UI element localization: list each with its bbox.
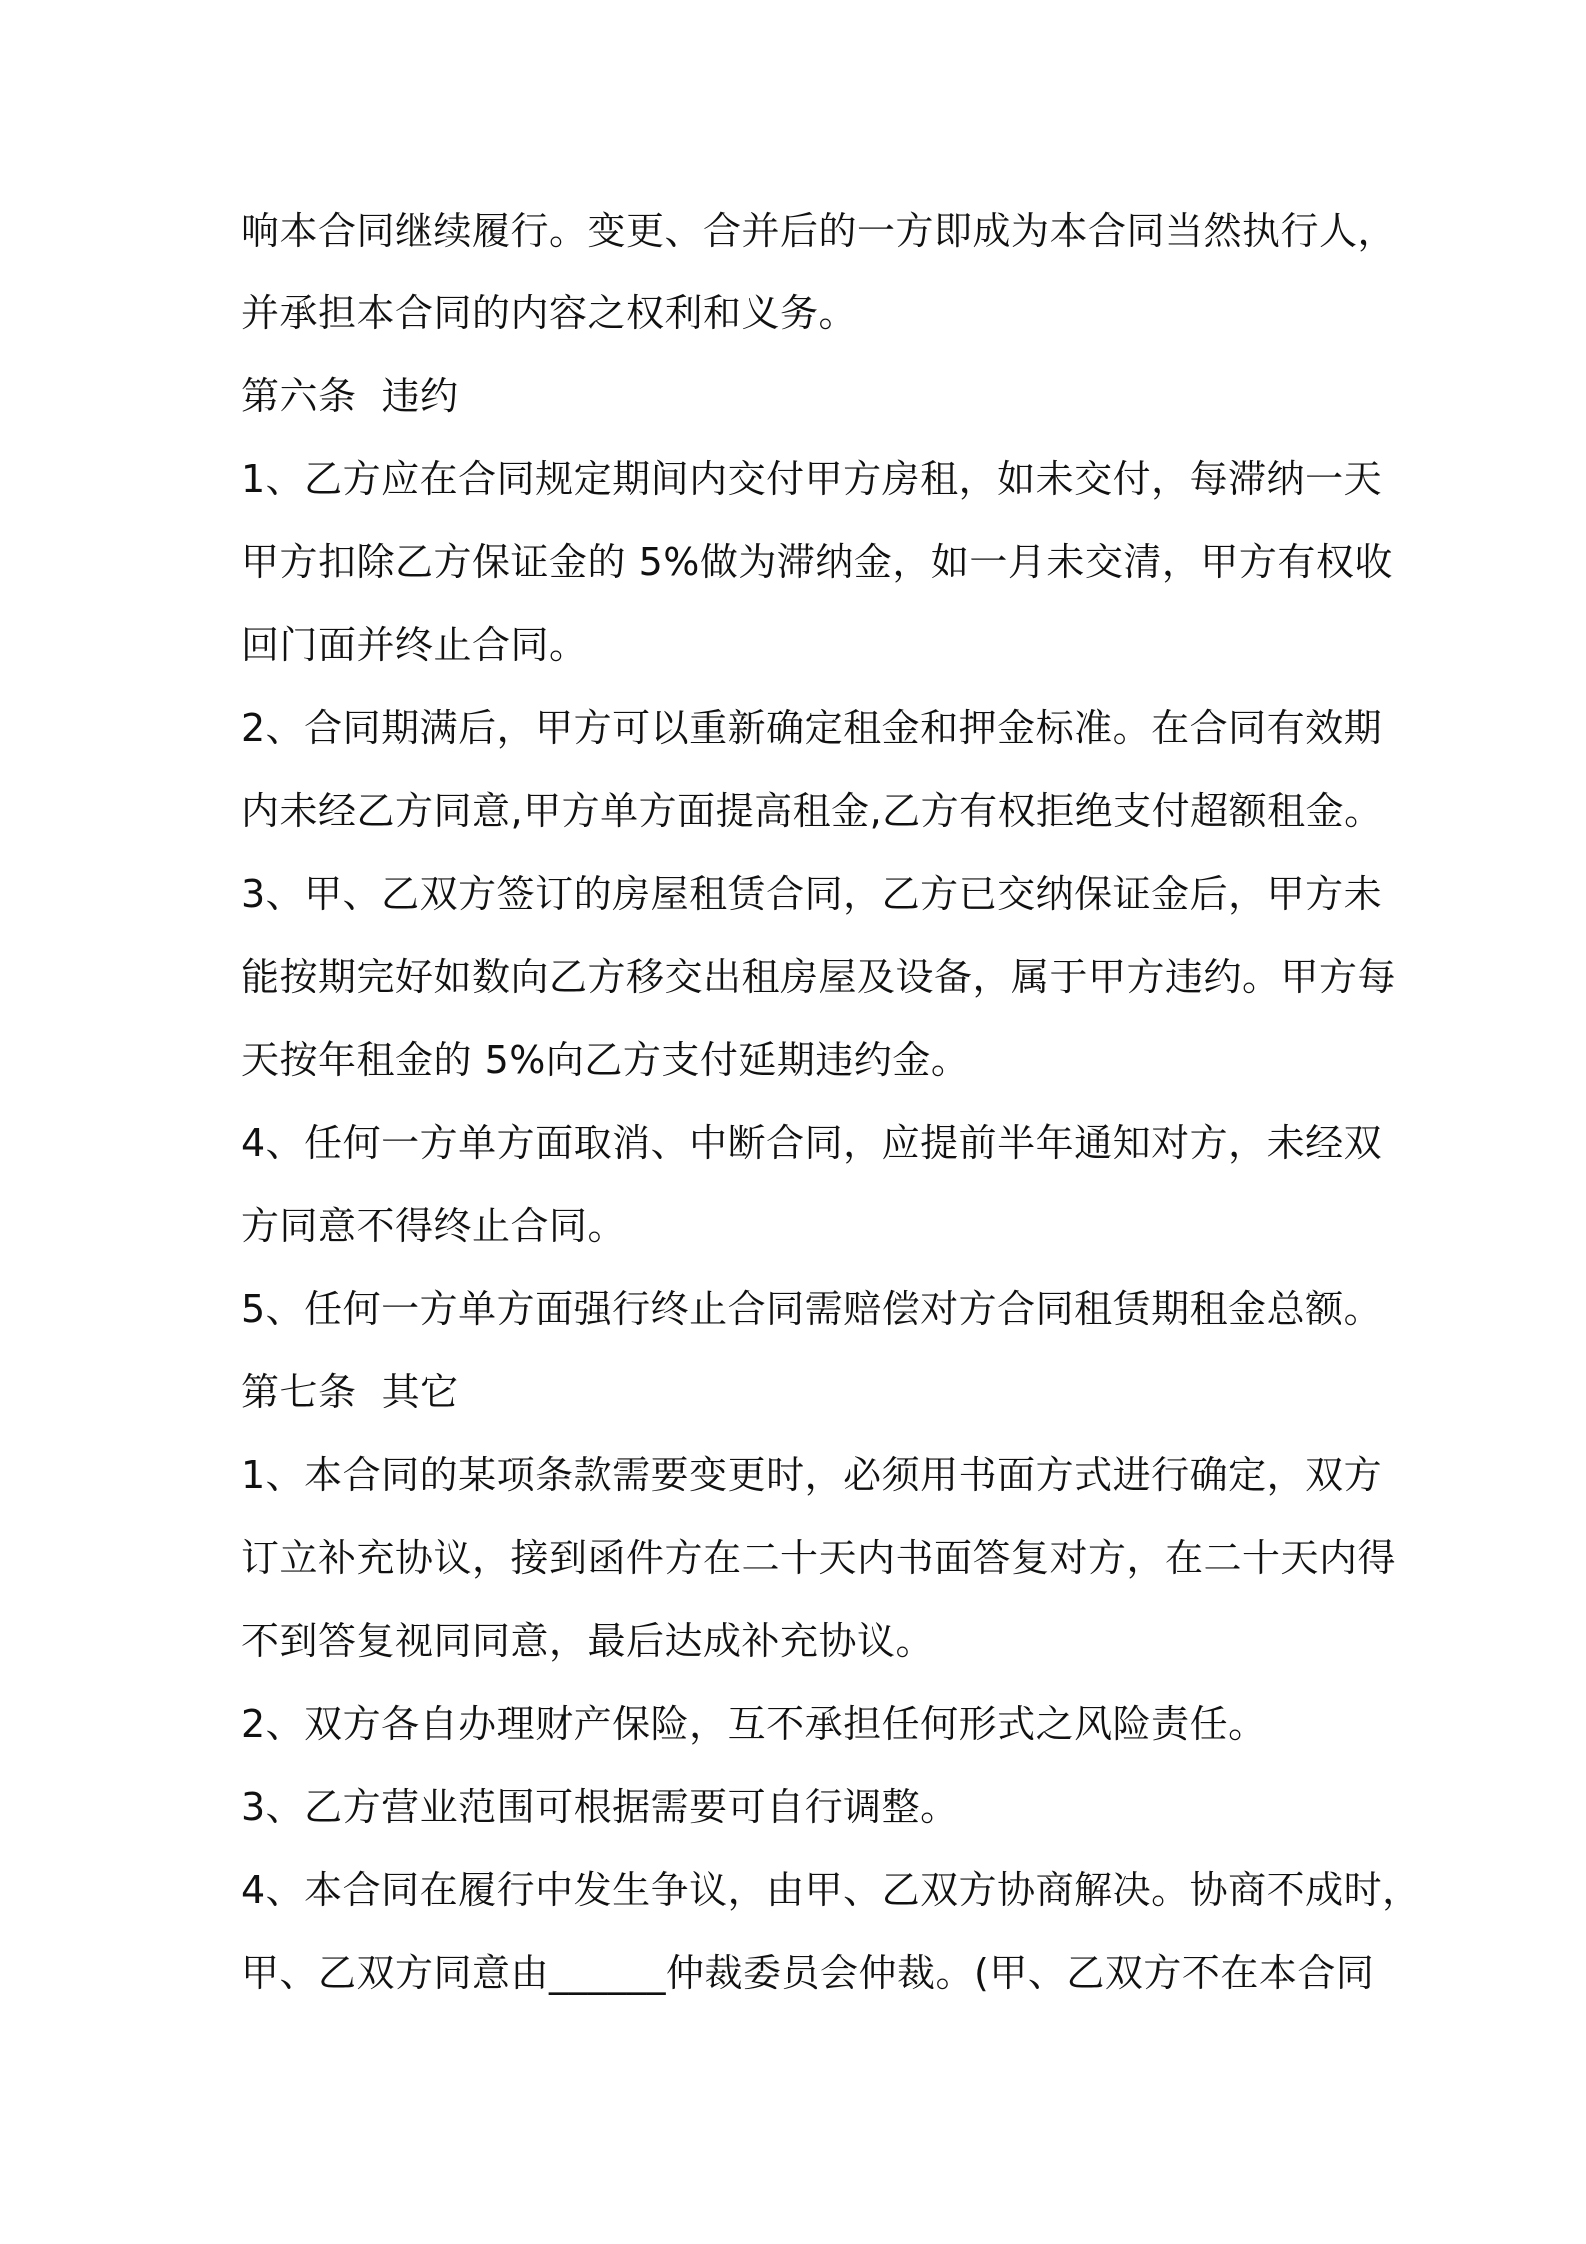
text-line: 2、双方各自办理财产保险，互不承担任何形式之风险责任。 (241, 1702, 1267, 1746)
text-line: 方同意不得终止合同。 (241, 1204, 627, 1248)
text-line: 3、乙方营业范围可根据需要可自行调整。 (241, 1785, 959, 1829)
text-line: 4、任何一方单方面取消、中断合同，应提前半年通知对方，未经双 (241, 1121, 1383, 1165)
text-line: 响本合同继续履行。变更、合并后的一方即成为本合同当然执行人， (241, 209, 1397, 253)
text-line: 甲、乙双方同意由______仲裁委员会仲裁。(甲、乙双方不在本合同 (241, 1951, 1375, 1995)
text-line: 2、合同期满后，甲方可以重新确定租金和押金标准。在合同有效期 (241, 706, 1383, 750)
text-line: 回门面并终止合同。 (241, 623, 588, 667)
text-line: 4、本合同在履行中发生争议，由甲、乙双方协商解决。协商不成时， (241, 1868, 1421, 1912)
text-line: 订立补充协议，接到函件方在二十天内书面答复对方，在二十天内得 (241, 1536, 1397, 1580)
text-line: 能按期完好如数向乙方移交出租房屋及设备，属于甲方违约。甲方每 (241, 955, 1397, 999)
text-line: 甲方扣除乙方保证金的 5%做为滞纳金，如一月未交清，甲方有权收 (241, 540, 1393, 584)
text-line: 5、任何一方单方面强行终止合同需赔偿对方合同租赁期租金总额。 (241, 1287, 1383, 1331)
text-line: 并承担本合同的内容之权利和义务。 (241, 291, 858, 335)
article-6-heading: 第六条 违约 (241, 374, 459, 418)
text-line: 1、乙方应在合同规定期间内交付甲方房租，如未交付，每滞纳一天 (241, 457, 1383, 501)
article-7-heading: 第七条 其它 (241, 1370, 459, 1414)
text-line: 天按年租金的 5%向乙方支付延期违约金。 (241, 1038, 970, 1082)
text-line: 内未经乙方同意,甲方单方面提高租金,乙方有权拒绝支付超额租金。 (241, 789, 1383, 833)
text-line: 1、本合同的某项条款需要变更时，必须用书面方式进行确定，双方 (241, 1453, 1383, 1497)
text-line: 3、甲、乙双方签订的房屋租赁合同，乙方已交纳保证金后，甲方未 (241, 872, 1383, 916)
text-line: 不到答复视同同意，最后达成补充协议。 (241, 1619, 935, 1663)
